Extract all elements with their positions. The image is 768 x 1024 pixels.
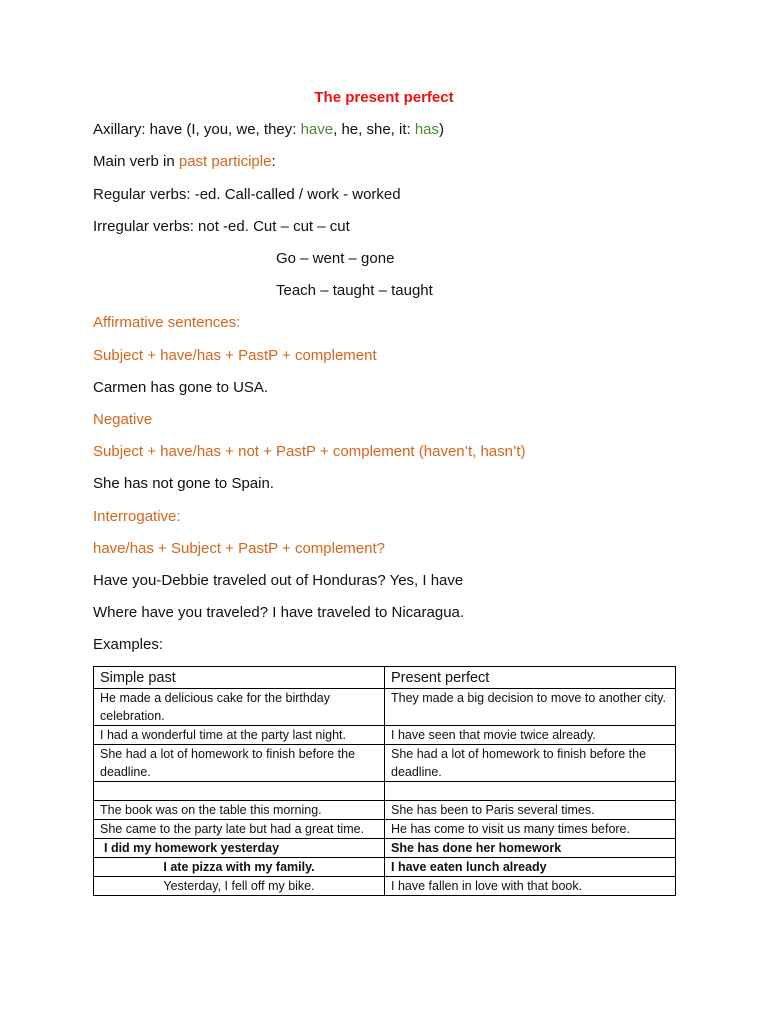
page-title: The present perfect xyxy=(314,89,454,106)
table-row-empty xyxy=(94,782,676,801)
auxiliary-prefix: Axillary: have (I, you, we, they: xyxy=(93,121,301,138)
table-row xyxy=(94,745,676,782)
table-row xyxy=(94,858,676,877)
auxiliary-mid: , he, she, it: xyxy=(333,121,415,138)
auxiliary-have: have xyxy=(300,121,334,138)
interrogative-example-1: Have you-Debbie traveled out of Honduras? Yes, I have xyxy=(93,572,464,589)
irregular-verbs-line: Irregular verbs: not -ed. Cut – cut – cut xyxy=(93,218,350,235)
table-row xyxy=(94,726,676,745)
table-cell-simple-past: She came to the party late but had a great time. xyxy=(94,820,385,839)
table-row xyxy=(94,820,676,839)
table-row xyxy=(94,839,676,858)
table-cell-simple-past: The book was on the table this morning. xyxy=(94,801,385,820)
auxiliary-suffix: ) xyxy=(439,121,445,138)
auxiliary-has: has xyxy=(414,121,440,138)
main-verb-line xyxy=(93,153,276,171)
table-cell-present-perfect xyxy=(385,782,676,801)
header-simple-past: Simple past xyxy=(94,667,385,689)
table-cell-simple-past: I did my homework yesterday xyxy=(94,839,385,858)
table-cell-present-perfect: I have seen that movie twice already. xyxy=(385,726,676,745)
table-cell-present-perfect: I have eaten lunch already xyxy=(385,858,676,877)
table-row xyxy=(94,877,676,896)
irregular-teach-line: Teach – taught – taught xyxy=(276,282,433,299)
table-cell-simple-past: I had a wonderful time at the party last night. xyxy=(94,726,385,745)
examples-table xyxy=(93,666,676,896)
table-cell-simple-past: Yesterday, I fell off my bike. xyxy=(94,877,385,896)
table-cell-present-perfect: They made a big decision to move to another city. xyxy=(385,689,676,726)
table-cell-simple-past: He made a delicious cake for the birthday celebration. xyxy=(94,689,385,726)
table-cell-simple-past: I ate pizza with my family. xyxy=(94,858,385,877)
table-cell-present-perfect: She had a lot of homework to finish before the deadline. xyxy=(385,745,676,782)
table-cell-simple-past xyxy=(94,782,385,801)
table-row xyxy=(94,689,676,726)
irregular-go-line: Go – went – gone xyxy=(276,250,395,267)
affirmative-formula: Subject + have/has + PastP + complement xyxy=(93,347,377,364)
table-cell-simple-past: She had a lot of homework to finish before the deadline. xyxy=(94,745,385,782)
table-cell-present-perfect: He has come to visit us many times before. xyxy=(385,820,676,839)
table-cell-present-perfect: She has done her homework xyxy=(385,839,676,858)
table-header-row xyxy=(94,667,676,689)
negative-formula: Subject + have/has + not + PastP + complement (haven’t, hasn’t) xyxy=(93,443,526,460)
auxiliary-line xyxy=(93,121,444,139)
affirmative-heading: Affirmative sentences: xyxy=(93,314,241,331)
interrogative-example-2: Where have you traveled? I have traveled to Nicaragua. xyxy=(93,604,465,621)
main-verb-suffix: : xyxy=(271,153,276,170)
negative-example: She has not gone to Spain. xyxy=(93,475,274,492)
examples-heading: Examples: xyxy=(93,636,164,653)
table-cell-present-perfect: She has been to Paris several times. xyxy=(385,801,676,820)
regular-verbs-line: Regular verbs: -ed. Call-called / work - worked xyxy=(93,186,401,203)
interrogative-formula: have/has + Subject + PastP + complement? xyxy=(93,540,385,557)
main-verb-prefix: Main verb in xyxy=(93,153,179,170)
table-row xyxy=(94,801,676,820)
main-verb-highlight: past participle xyxy=(178,153,272,170)
interrogative-heading: Interrogative: xyxy=(93,508,181,525)
table-cell-present-perfect: I have fallen in love with that book. xyxy=(385,877,676,896)
header-present-perfect: Present perfect xyxy=(385,667,676,689)
affirmative-example: Carmen has gone to USA. xyxy=(93,379,269,396)
negative-heading: Negative xyxy=(93,411,153,428)
